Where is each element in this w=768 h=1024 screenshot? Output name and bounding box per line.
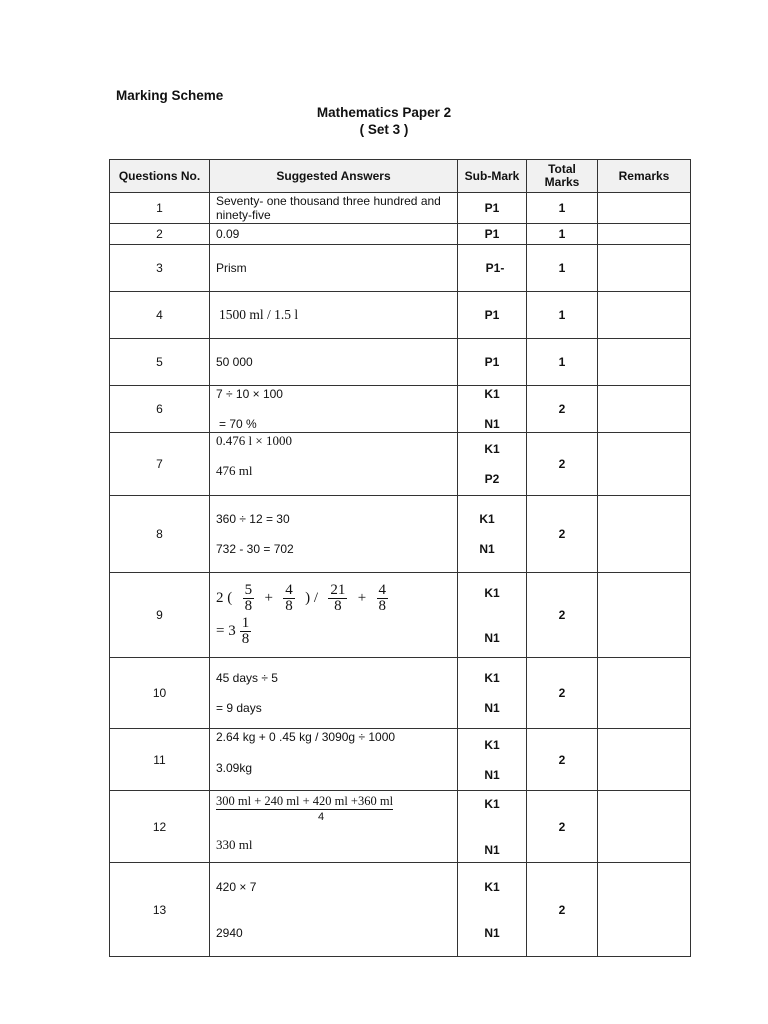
sub-mark-line: N1 xyxy=(484,767,500,782)
question-number: 3 xyxy=(110,245,210,292)
remarks-cell xyxy=(598,791,691,863)
remarks-cell xyxy=(598,386,691,433)
table-row xyxy=(110,224,691,245)
sub-mark xyxy=(458,791,527,863)
paper-title: Mathematics Paper 2 xyxy=(316,105,452,120)
sub-mark-line: K1 xyxy=(484,442,500,456)
remarks-cell xyxy=(598,245,691,292)
question-number: 6 xyxy=(110,386,210,433)
total-marks: 2 xyxy=(527,496,598,573)
total-marks: 2 xyxy=(527,658,598,729)
fraction-denominator: 4 xyxy=(317,811,325,823)
suggested-answer xyxy=(210,729,458,791)
document-title: Marking Scheme xyxy=(116,88,224,103)
answer-line: 2.64 kg + 0 .45 kg / 3090g ÷ 1000 xyxy=(216,730,396,744)
sub-mark-line: K1 xyxy=(484,737,500,752)
fraction xyxy=(240,616,252,647)
answer-text: = 3 xyxy=(216,622,236,639)
suggested-answer: 0.09 xyxy=(210,224,458,245)
question-number: 1 xyxy=(110,193,210,224)
sub-mark-line: K1 xyxy=(484,796,500,811)
sub-mark xyxy=(458,658,527,729)
remarks-cell xyxy=(598,292,691,339)
suggested-answer xyxy=(210,863,458,957)
answer-line: = 9 days xyxy=(216,701,262,715)
set-title: ( Set 3 ) xyxy=(359,122,409,137)
sub-mark xyxy=(458,386,527,433)
answer-line: 3.09kg xyxy=(216,761,253,775)
suggested-answer xyxy=(210,386,458,433)
answer-text: ) / xyxy=(305,589,319,606)
question-number: 2 xyxy=(110,224,210,245)
answer-line: 7 ÷ 10 × 100 xyxy=(216,387,283,401)
answer-line xyxy=(216,583,457,614)
table-row xyxy=(110,245,691,292)
sub-mark xyxy=(458,863,527,957)
question-number: 5 xyxy=(110,339,210,386)
sub-mark xyxy=(458,573,527,658)
sub-mark-line: K1 xyxy=(484,387,500,401)
column-header-submark: Sub-Mark xyxy=(458,160,527,193)
sub-mark-line: N1 xyxy=(484,630,500,645)
plus-sign: + xyxy=(264,589,273,606)
table-row xyxy=(110,863,691,957)
fraction-numerator: 5 xyxy=(244,582,253,598)
sub-mark-line: N1 xyxy=(484,842,500,857)
table-row xyxy=(110,193,691,224)
question-number: 13 xyxy=(110,863,210,957)
remarks-cell xyxy=(598,863,691,957)
remarks-cell xyxy=(598,193,691,224)
question-number: 4 xyxy=(110,292,210,339)
table-row xyxy=(110,729,691,791)
answer-line: 476 ml xyxy=(216,463,253,478)
answer-line xyxy=(216,794,457,810)
fraction-numerator: 4 xyxy=(285,582,293,598)
remarks-cell xyxy=(598,658,691,729)
table-row xyxy=(110,496,691,573)
question-number: 12 xyxy=(110,791,210,863)
question-number: 9 xyxy=(110,573,210,658)
total-marks: 1 xyxy=(527,224,598,245)
question-number: 7 xyxy=(110,433,210,496)
table-row xyxy=(110,386,691,433)
remarks-cell xyxy=(598,573,691,658)
sub-mark: P1- xyxy=(458,245,527,292)
fraction-denominator: 8 xyxy=(378,598,387,614)
table-header-row xyxy=(110,160,691,193)
fraction-numerator: 300 ml + 240 ml + 420 ml +360 ml xyxy=(216,794,394,808)
sub-mark-line: N1 xyxy=(484,417,500,431)
sub-mark: P1 xyxy=(458,339,527,386)
table-row xyxy=(110,433,691,496)
answer-line: 45 days ÷ 5 xyxy=(216,671,278,685)
answer-text: 2 ( xyxy=(216,589,233,606)
total-marks: 2 xyxy=(527,573,598,658)
remarks-cell xyxy=(598,496,691,573)
fraction xyxy=(243,583,255,614)
suggested-answer: Prism xyxy=(210,245,458,292)
total-marks: 1 xyxy=(527,245,598,292)
sub-mark-line: N1 xyxy=(479,542,495,556)
suggested-answer xyxy=(210,791,458,863)
answer-line: 1500 ml / 1.5 l xyxy=(219,307,299,322)
fraction-denominator: 8 xyxy=(244,598,253,614)
sub-mark: P1 xyxy=(458,193,527,224)
table-row xyxy=(110,573,691,658)
total-marks: 2 xyxy=(527,386,598,433)
fraction-numerator: 1 xyxy=(241,615,250,631)
column-header-answers: Suggested Answers xyxy=(210,160,458,193)
sub-mark: P1 xyxy=(458,224,527,245)
suggested-answer xyxy=(210,433,458,496)
fraction xyxy=(377,583,389,614)
fraction-denominator: 8 xyxy=(285,598,293,614)
total-marks: 1 xyxy=(527,193,598,224)
remarks-cell xyxy=(598,339,691,386)
marking-table xyxy=(109,159,691,957)
total-marks: 2 xyxy=(527,433,598,496)
sub-mark: P1 xyxy=(458,292,527,339)
suggested-answer xyxy=(210,292,458,339)
total-marks: 1 xyxy=(527,339,598,386)
sub-mark-line: P2 xyxy=(484,472,500,486)
suggested-answer xyxy=(210,573,458,658)
answer-line: 360 ÷ 12 = 30 xyxy=(216,512,290,526)
answer-line: 2940 xyxy=(216,925,243,940)
sub-mark-line: K1 xyxy=(484,585,500,600)
column-header-remarks: Remarks xyxy=(598,160,691,193)
suggested-answer xyxy=(210,658,458,729)
sub-mark-line: K1 xyxy=(484,671,500,685)
sub-mark xyxy=(458,496,527,573)
sub-mark-line: K1 xyxy=(479,512,495,526)
table-row xyxy=(110,658,691,729)
sub-mark-line: K1 xyxy=(484,879,500,894)
total-marks: 2 xyxy=(527,863,598,957)
fraction-numerator: 21 xyxy=(330,582,346,598)
fraction-denominator: 8 xyxy=(241,631,250,647)
table-row xyxy=(110,791,691,863)
question-number: 8 xyxy=(110,496,210,573)
fraction xyxy=(283,583,295,614)
plus-sign: + xyxy=(357,589,367,606)
fraction-numerator: 4 xyxy=(378,582,387,598)
sub-mark-line: N1 xyxy=(484,925,500,940)
question-number: 10 xyxy=(110,658,210,729)
answer-line: 732 - 30 = 702 xyxy=(216,542,294,556)
sub-mark xyxy=(458,729,527,791)
answer-line: 420 × 7 xyxy=(216,879,257,894)
question-number: 11 xyxy=(110,729,210,791)
table-row xyxy=(110,339,691,386)
table-row xyxy=(110,292,691,339)
column-header-question: Questions No. xyxy=(110,160,210,193)
fraction xyxy=(328,583,347,614)
remarks-cell xyxy=(598,224,691,245)
suggested-answer xyxy=(210,496,458,573)
remarks-cell xyxy=(598,729,691,791)
total-marks: 2 xyxy=(527,791,598,863)
answer-line: 0.476 l × 1000 xyxy=(216,433,292,448)
fraction-denominator: 8 xyxy=(334,598,342,614)
total-marks: 1 xyxy=(527,292,598,339)
column-header-total: Total Marks xyxy=(527,160,598,193)
remarks-cell xyxy=(598,433,691,496)
suggested-answer: 50 000 xyxy=(210,339,458,386)
answer-line: 330 ml xyxy=(216,837,253,852)
answer-line xyxy=(216,616,457,647)
suggested-answer: Seventy- one thousand three hundred and ninety-five xyxy=(210,193,458,224)
total-marks: 2 xyxy=(527,729,598,791)
sub-mark xyxy=(458,433,527,496)
answer-line: = 70 % xyxy=(219,417,257,431)
sub-mark-line: N1 xyxy=(484,701,500,715)
